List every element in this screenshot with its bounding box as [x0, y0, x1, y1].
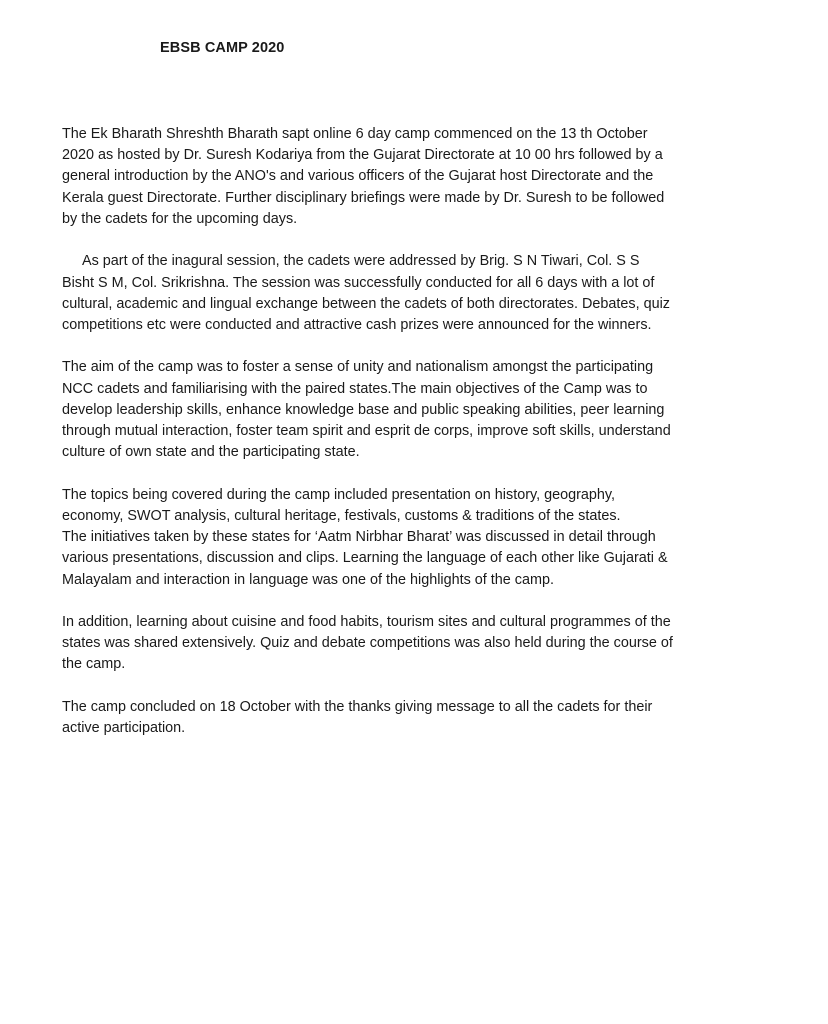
- document-body: [62, 124, 752, 761]
- paragraph-introduction: The Ek Bharath Shreshth Bharath sapt online 6 day camp commenced on the 13 th October 2020 as hosted by Dr. Suresh Kodariya from the Gujarat Directorate at 10 00 hrs followed by a general introduction by the ANO's and various officers of the Gujarat host Directorate and the Kerala guest Directorate. Further disciplinary briefings were made by Dr. Suresh to be followed by the cadets for the upcoming days.: [62, 126, 665, 227]
- paragraph-additional-activities: In addition, learning about cuisine and food habits, tourism sites and cultural programmes of the states was shared extensively. Quiz and debate competitions was also held during the course of the camp.: [62, 614, 673, 673]
- paragraph-conclusion: The camp concluded on 18 October with the thanks giving message to all the cadets for their active participation.: [62, 698, 653, 737]
- paragraph-topics-covered: The topics being covered during the camp included presentation on history, geography, economy, SWOT analysis, cultural heritage, festivals, customs & traditions of the states. The initiatives taken by these states for ‘Aatm Nirbhar Bharat’ was discussed in detail through various presentations, discussion and clips. Learning the language of each other like Gujarati & Malayalam and interaction in language was one of the highlights of the camp.: [62, 486, 668, 588]
- paragraph-inaugural-session: As part of the inagural session, the cadets were addressed by Brig. S N Tiwari, Col. S S Bisht S M, Col. Srikrishna. The session was successfully conducted for all 6 days with a lot of cultural, academic and lingual exchange between the cadets of both directorates. Debates, quiz competitions etc were conducted and attractive cash prizes were announced for the winners.: [62, 253, 670, 333]
- document-title: EBSB CAMP 2020: [160, 40, 285, 56]
- paragraph-camp-aim: The aim of the camp was to foster a sense of unity and nationalism amongst the participating NCC cadets and familiarising with the paired states.The main objectives of the Camp was to develop leadership skills, enhance knowledge base and public speaking abilities, peer learning through mutual interaction, foster team spirit and esprit de corps, improve soft skills, understand culture of own state and the participating state.: [62, 359, 671, 461]
